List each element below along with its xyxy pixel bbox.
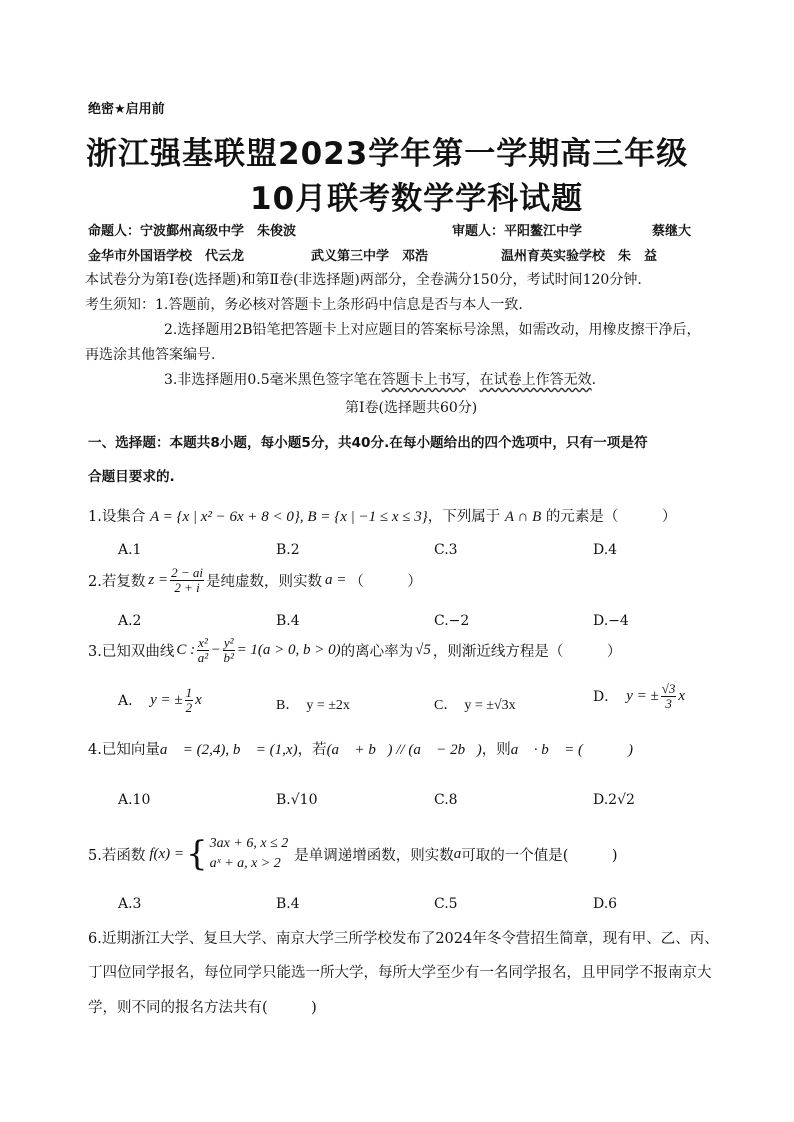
author-setter: 命题人：宁波鄞州高级中学 朱俊波 bbox=[88, 224, 297, 239]
q3-opt-d-eq: y = ± bbox=[626, 687, 659, 704]
notice-item-2: 2.选择题用2B铅笔把答题卡上对应题目的答案标号涂黑，如需改动，用橡皮擦干净后， bbox=[164, 322, 701, 338]
q3-opt-d-frac bbox=[661, 682, 677, 710]
q3-opt-d-x: x bbox=[678, 687, 686, 704]
q4-option-c: C.8 bbox=[434, 792, 458, 808]
q1-sets: A = {x | x² − 6x + 8 < 0}, B = {x | −1 ≤ x ≤ 3} bbox=[149, 509, 428, 525]
exam-intro: 本试卷分为第Ⅰ卷(选择题)和第Ⅱ卷(非选择题)两部分，全卷满分150分，考试时间120分钟. bbox=[85, 272, 642, 288]
notice-item-1: 1.答题前，务必核对答题卡上条形码中信息是否与本人一致. bbox=[155, 297, 523, 313]
notice-line1 bbox=[85, 294, 523, 314]
question-2-stem bbox=[88, 566, 422, 594]
q3-frac-x-num: x² bbox=[198, 635, 208, 650]
q3-opt-d-label: D． bbox=[593, 689, 619, 706]
confidential-mark: 绝密★启用前 bbox=[88, 102, 165, 117]
q3-text-c: ，则渐近线方程是（ ） bbox=[432, 643, 622, 660]
notice3-emph-2: 在试卷上作答无效 bbox=[479, 372, 592, 388]
q4-option-d: D.2√2 bbox=[593, 792, 635, 808]
question-6-line1: 6.近期浙江大学、复旦大学、南京大学三所学校发布了2024年冬令营招生简章，现有甲、乙、丙、 bbox=[88, 931, 719, 947]
question-6-line3: 学，则不同的报名方法共有( ) bbox=[88, 1000, 317, 1016]
q3-frac-y bbox=[223, 636, 235, 664]
part-title: 第Ⅰ卷(选择题共60分) bbox=[345, 400, 478, 416]
question-6-line2: 丁四位同学报名，每位同学只能选一所大学，每所大学至少有一名同学报名，且甲同学不报南京大 bbox=[88, 965, 712, 981]
q2-option-b: B.4 bbox=[276, 613, 300, 629]
notice3-mid: ， bbox=[465, 372, 480, 388]
question-5-stem bbox=[88, 834, 618, 875]
q3-opt-a-frac bbox=[185, 686, 194, 714]
q3-opt-d-num: √3 bbox=[661, 681, 676, 696]
author-wuyi: 武义第三中学 邓浩 bbox=[311, 249, 429, 264]
q4-text-c: ，则 bbox=[481, 742, 511, 758]
q3-opt-a-den: 2 bbox=[185, 699, 193, 715]
author-jinhua: 金华市外国语学校 代云龙 bbox=[88, 249, 245, 264]
q5-text-b: 是单调递增函数，则实数 bbox=[294, 847, 454, 864]
q1-text-c: 的元素是（ ） bbox=[545, 509, 677, 525]
q2-option-d: D.−4 bbox=[593, 613, 629, 629]
q1-option-d: D.4 bbox=[593, 542, 618, 558]
q4-dot: a⃗ · b⃗ = ( ) bbox=[510, 742, 633, 758]
q3-frac-y-num: y² bbox=[223, 635, 234, 650]
notice3-end: . bbox=[591, 372, 597, 388]
q3-frac-y-den: b² bbox=[223, 649, 234, 665]
exam-title-line1: 浙江强基联盟2023学年第一学期高三年级 bbox=[86, 136, 689, 172]
notice-label: 考生须知： bbox=[85, 297, 155, 313]
q2-option-c: C.−2 bbox=[434, 613, 470, 629]
author-wenzhou: 温州育英实验学校 朱 益 bbox=[501, 249, 658, 264]
q4-option-b: B.√10 bbox=[276, 792, 318, 808]
q1-text-a: 1.设集合 bbox=[88, 509, 146, 525]
author-reviewer: 审题人：平阳鳌江中学 bbox=[452, 224, 583, 239]
q5-option-b: B.4 bbox=[276, 896, 300, 912]
q4-text-a: 4.已知向量 bbox=[88, 742, 160, 758]
notice3-emph-1: 答题卡上书写 bbox=[381, 372, 466, 388]
question-4-stem bbox=[88, 738, 633, 759]
q3-option-c: C． y = ±√3x bbox=[434, 698, 516, 713]
q5-text-c: 可取的一个值是( ) bbox=[461, 847, 618, 864]
q3-c: C : bbox=[176, 641, 196, 658]
q2-option-a: A.2 bbox=[118, 613, 142, 629]
q4-option-a: A.10 bbox=[118, 792, 151, 808]
q5-case-2: aˣ + a, x > 2 bbox=[209, 856, 281, 872]
q3-opt-a-eq: y = ± bbox=[150, 691, 183, 708]
q2-text-b: 是纯虚数，则实数 bbox=[205, 573, 322, 590]
q1-option-c: C.3 bbox=[434, 542, 458, 558]
q3-option-a bbox=[118, 686, 202, 714]
q4-condition: (a⃗ + b⃗) // (a⃗ − 2b⃗) bbox=[326, 742, 482, 758]
q2-denominator: 2 + i bbox=[174, 579, 200, 595]
q2-z: z = bbox=[148, 571, 169, 588]
q1-intersection: A ∩ B bbox=[504, 509, 542, 525]
q3-opt-a-label: A． bbox=[118, 693, 143, 710]
q3-text-a: 3.已知双曲线 bbox=[88, 643, 175, 660]
q5-option-c: C.5 bbox=[434, 896, 458, 912]
notice3-pre: 3.非选择题用0.5毫米黑色签字笔在 bbox=[164, 372, 382, 388]
section-heading-line1: 一、选择题：本题共8小题，每小题5分，共40分.在每小题给出的四个选项中，只有一项是符 bbox=[88, 435, 648, 451]
q3-opt-a-x: x bbox=[195, 691, 202, 708]
notice-item-3 bbox=[164, 369, 596, 389]
section-heading-line2: 合题目要求的. bbox=[88, 469, 175, 485]
question-1-stem bbox=[88, 505, 676, 526]
q1-text-b: ，下列属于 bbox=[427, 509, 501, 525]
q5-cases bbox=[210, 834, 289, 875]
author-reviewer-name: 蔡继大 bbox=[652, 224, 692, 239]
notice-item-2-cont: 再选涂其他答案编号. bbox=[85, 347, 216, 363]
q5-brace-icon: { bbox=[186, 834, 208, 875]
q3-option-d bbox=[593, 682, 685, 710]
q3-frac-x bbox=[197, 636, 209, 664]
q3-opt-d-den: 3 bbox=[665, 695, 672, 711]
q4-vectors: a⃗ = (2,4), b⃗ = (1,x) bbox=[159, 742, 298, 758]
q3-frac-x-den: a² bbox=[197, 649, 209, 665]
q1-option-b: B.2 bbox=[276, 542, 300, 558]
q2-text-c: （ ） bbox=[349, 573, 422, 590]
q5-case-1: 3ax + 6, x ≤ 2 bbox=[209, 836, 289, 851]
q5-option-d: D.6 bbox=[593, 896, 618, 912]
exam-title-line2: 10月联考数学学科试题 bbox=[250, 181, 584, 217]
q3-opt-a-num: 1 bbox=[185, 685, 193, 700]
q3-option-b: B． y = ±2x bbox=[276, 698, 350, 713]
q3-text-b: 的离心率为 bbox=[340, 643, 414, 660]
q5-option-a: A.3 bbox=[118, 896, 142, 912]
q5-text-a: 5.若函数 bbox=[88, 847, 146, 864]
q2-a: a = bbox=[324, 571, 347, 588]
q3-eq-rest: = 1(a > 0, b > 0) bbox=[236, 641, 341, 658]
q4-text-b: ，若 bbox=[297, 742, 327, 758]
q2-numerator: 2 − ai bbox=[171, 565, 203, 580]
q5-fx: f(x) = bbox=[149, 845, 185, 862]
q5-a: a bbox=[453, 845, 462, 862]
question-3-stem: 3.已知双曲线 C : $\frac{\text{x²}}{\text{a²}}$ − $\frac{\text{y²}}{\text{b²}}$ = 1(a > 0, b > 0) 的离心率为 √5 ，则渐近线方程是（ ） bbox=[88, 635, 622, 665]
q1-option-a: A.1 bbox=[118, 542, 142, 558]
q2-text-a: 2.若复数 bbox=[88, 573, 146, 590]
q3-eccentricity: √5 bbox=[415, 641, 431, 658]
q2-fraction bbox=[170, 566, 204, 594]
